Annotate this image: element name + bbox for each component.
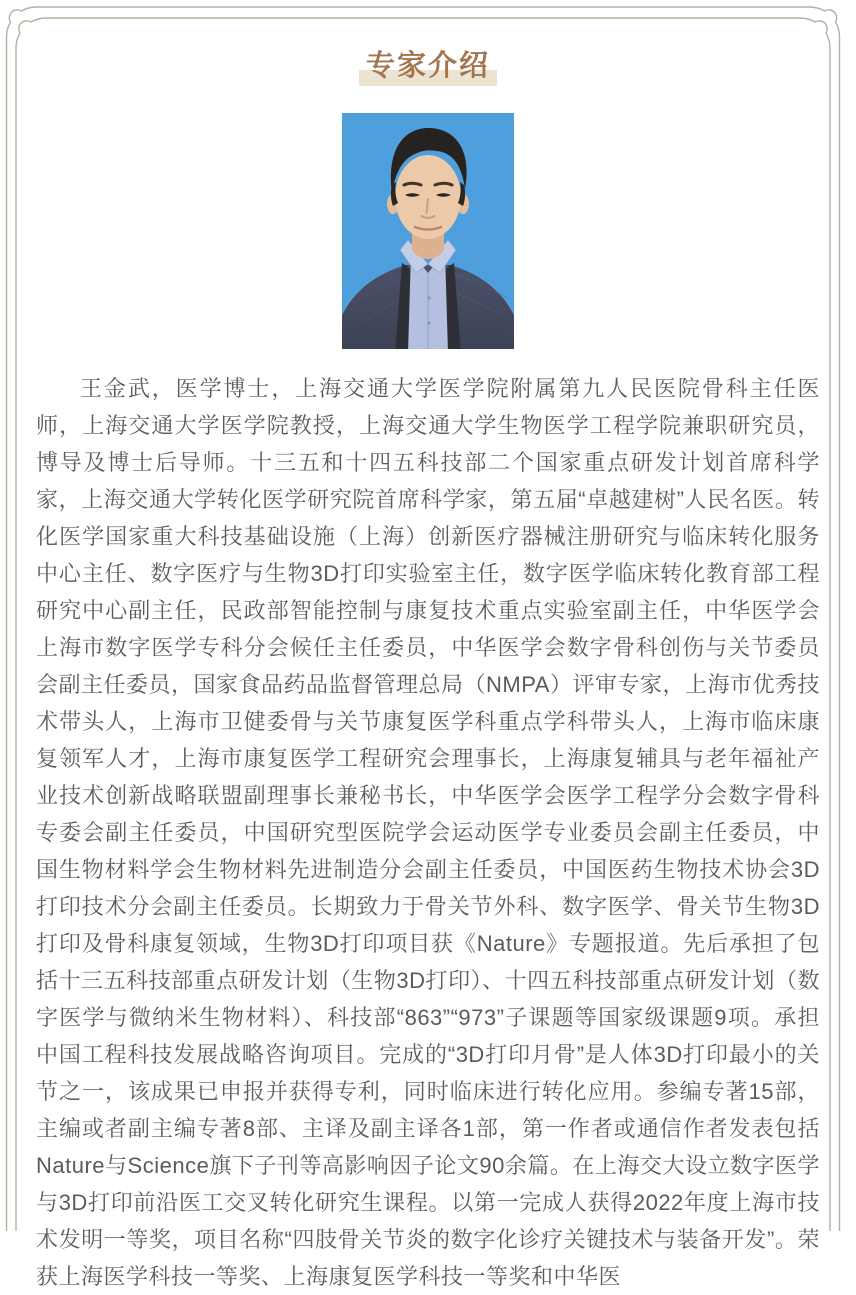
page-title: 专家介绍 <box>359 50 497 86</box>
photo-wrap <box>0 113 856 349</box>
title-row <box>0 50 856 86</box>
bio-paragraph: 王金武，医学博士，上海交通大学医学院附属第九人民医院骨科主任医师，上海交通大学医学院教授，上海交通大学生物医学工程学院兼职研究员，博导及博士后导师。十三五和十四五科技部二个国家重点研发计划首席科学家，上海交通大学转化医学研究院首席科学家，第五届“卓越建树”人民名医。转化医学国家重大科技基础设施（上海）创新医疗器械注册研究与临床转化服务中心主任、数字医疗与生物3D打印实验室主任，数字医学临床转化教育部工程研究中心副主任，民政部智能控制与康复技术重点实验室副主任，中华医学会上海市数字医学专科分会候任主任委员，中华医学会数字骨科创伤与关节委员会副主任委员，国家食品药品监督管理总局（NMPA）评审专家，上海市优秀技术带头人，上海市卫健委骨与关节康复医学科重点学科带头人，上海市临床康复领军人才，上海市康复医学工程研究会理事长，上海康复辅具与老年福祉产业技术创新战略联盟副理事长兼秘书长，中华医学会医学工程学分会数字骨科专委会副主任委员，中国研究型医院学会运动医学专业委员会副主任委员，中国生物材料学会生物材料先进制造分会副主任委员，中国医药生物技术协会3D 打印技术分会副主任委员。长期致力于骨关节外科、数字医学、骨关节生物3D打印及骨科康复领域，生物3D打印项目获《Nature》专题报道。先后承担了包括十三五科技部重点研发计划（生物3D打印）、十四五科技部重点研发计划（数字医学与微纳米生物材料）、科技部“863”“973”子课题等国家级课题9项。承担中国工程科技发展战略咨询项目。完成的“3D打印月骨”是人体3D打印最小的关节之一，该成果已申报并获得专利，同时临床进行转化应用。参编专著15部，主编或者副主编专著8部、主译及副主译各1部，第一作者或通信作者发表包括Nature与Science旗下子刊等高影响因子论文90余篇。在上海交大设立数字医学与3D打印前沿医工交叉转化研究生课程。以第一完成人获得2022年度上海市技术发明一等奖，项目名称“四肢骨关节炎的数字化诊疗关键技术与装备开发”。荣获上海医学科技一等奖、上海康复医学科技一等奖和中华医 <box>36 376 820 1290</box>
expert-portrait-photo <box>342 113 514 349</box>
